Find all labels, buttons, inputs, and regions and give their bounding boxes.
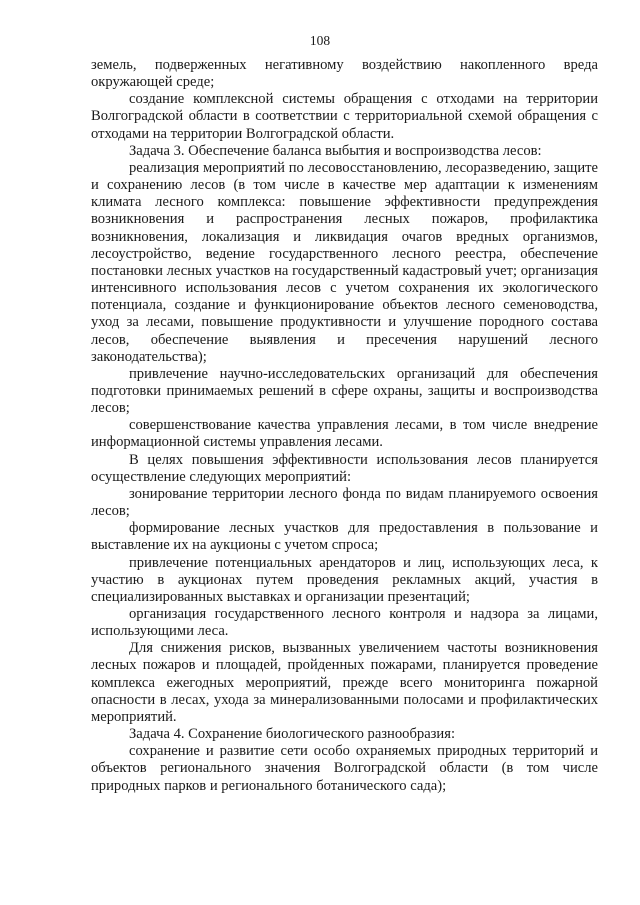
paragraph: сохранение и развитие сети особо охраняемых природных территорий и объектов регионального значения Волгоградской области (в том числе природных парков и регионального ботанического сада); xyxy=(91,743,598,794)
task-heading: Задача 3. Обеспечение баланса выбытия и воспроизводства лесов: xyxy=(129,142,542,159)
paragraph-continued: земель, подверженных негативному воздействию накопленного вреда окружающей среде; xyxy=(91,57,598,91)
document-body xyxy=(91,57,598,795)
paragraph: зонирование территории лесного фонда по видам планируемого освоения лесов; xyxy=(91,485,598,520)
paragraph: привлечение научно-исследовательских организаций для обеспечения подготовки принимаемых решений в сфере охраны, защиты и воспроизводства лесов; xyxy=(91,365,598,417)
paragraph: Для снижения рисков, вызванных увеличением частоты возникновения лесных пожаров и площадей, пройденных пожарами, планируется проведение комплекса ежегодных мероприятий, прежде всего мониторинга пожарной опасности в лесах, ухода за минерализованными полосами и профилактических мероприятий. xyxy=(91,640,598,725)
paragraph: В целях повышения эффективности использования лесов планируется осуществление следующих мероприятий: xyxy=(91,451,598,485)
paragraph: создание комплексной системы обращения с отходами на территории Волгоградской области в соответствии с территориальной схемой обращения с отходами на территории Волгоградской области. xyxy=(91,91,598,142)
paragraph: формирование лесных участков для предоставления в пользование и выставление их на аукционы с учетом спроса; xyxy=(91,520,598,554)
page-number: 108 xyxy=(309,33,331,48)
paragraph: реализация мероприятий по лесовосстановлению, лесоразведению, защите и сохранению лесов (в том числе в качестве мер адаптации к изменениям климата лесного комплекса: повышение эффективности предупреждения возникновения и распространения лесных пожаров, профилактика возникновения, локализация и ликвидация очагов вредных организмов, лесоустройство, ведение государственного лесного реестра, обеспечение постановки лесных участков на государственный кадастровый учет; организация интенсивного использования лесов с учетом сохранения их экологического потенциала, создание и функционирование объектов лесного семеноводства, уход за лесами, повышение продуктивности и улучшение породного состава лесов, обеспечение выявления и пресечения нарушений лесного законодательства); xyxy=(91,159,598,365)
paragraph: организация государственного лесного контроля и надзора за лицами, использующими леса. xyxy=(91,606,598,640)
paragraph: привлечение потенциальных арендаторов и лиц, использующих леса, к участию в аукционах путем проведения рекламных акций, участия в специализированных выставках и организации презентаций; xyxy=(91,554,598,605)
paragraph: совершенствование качества управления лесами, в том числе внедрение информационной системы управления лесами. xyxy=(91,417,598,451)
task-heading: Задача 4. Сохранение биологического разнообразия: xyxy=(129,726,456,743)
